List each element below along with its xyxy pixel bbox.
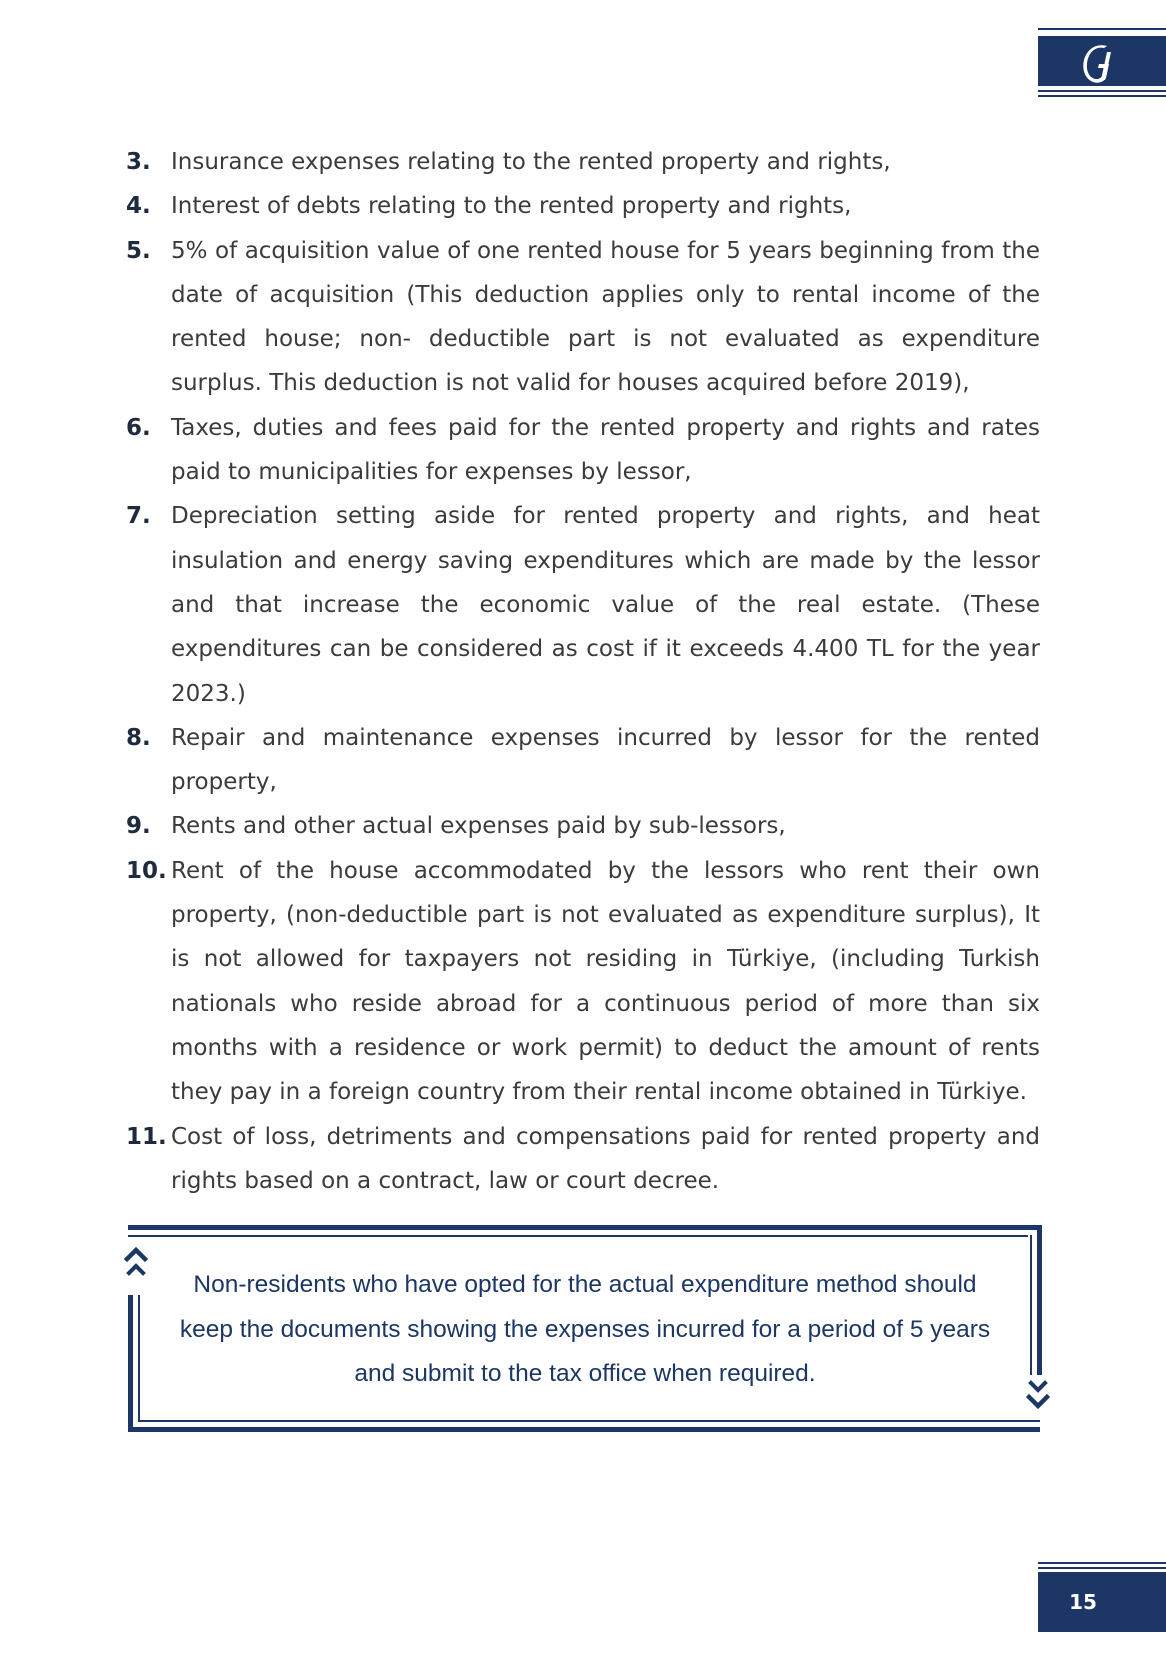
item-text: Cost of loss, detriments and compensations paid for rented property and rights based on a contract, law or court decree. — [171, 1123, 1040, 1194]
list-item — [126, 229, 1040, 406]
header-logo-block — [1038, 36, 1166, 86]
item-text: Interest of debts relating to the rented property and rights, — [171, 193, 852, 220]
item-number: 4. — [126, 193, 151, 220]
gi-logo-icon — [1082, 44, 1112, 84]
item-number: 5. — [126, 237, 151, 264]
item-number: 6. — [126, 414, 151, 441]
list-item — [126, 804, 1040, 848]
double-chevron-up-icon — [124, 1245, 148, 1281]
header-logo-tab — [1038, 28, 1166, 98]
note-border — [138, 1295, 140, 1422]
item-text: Depreciation setting aside for rented property and rights, and heat insulation and energy saving expenditures which are made by the lessor and that increase the economic value of the real estate. (These expenditures can be considered as cost if it exceeds 4.400 TL for the year 2023.) — [171, 503, 1040, 707]
expense-list — [126, 140, 1040, 1203]
list-item — [126, 716, 1040, 805]
list-item — [126, 849, 1040, 1115]
item-text: 5% of acquisition value of one rented house for 5 years beginning from the date of acquisition (This deduction applies only to rental income of the rented house; non- deductible part is not evaluated as expenditure surplus. This deduction is not valid for houses acquired before 2019), — [171, 237, 1040, 397]
list-item — [126, 184, 1040, 228]
page-number-tab — [1038, 1562, 1166, 1632]
note-box — [128, 1225, 1042, 1432]
list-item — [126, 494, 1040, 715]
note-border — [140, 1420, 1040, 1422]
note-border — [1030, 1235, 1032, 1375]
footer-rule — [1038, 1562, 1166, 1564]
header-rule — [1038, 90, 1166, 92]
item-number: 10. — [126, 857, 167, 884]
page-number: 15 — [1069, 1590, 1097, 1614]
header-rule — [1038, 95, 1166, 97]
note-text: Non-residents who have opted for the actual expenditure method should keep the documents showing the expenses incurred for a period of 5 years and submit to the tax office when required. — [179, 1271, 991, 1387]
note-border — [128, 1427, 1040, 1432]
list-item — [126, 140, 1040, 184]
list-item — [126, 1115, 1040, 1204]
item-text: Taxes, duties and fees paid for the rented property and rights and rates paid to municipalities for expenses by lessor, — [171, 414, 1040, 486]
item-text: Repair and maintenance expenses incurred by lessor for the rented property, — [171, 724, 1040, 796]
item-number: 3. — [126, 149, 151, 175]
item-text: Insurance expenses relating to the rented property and rights, — [171, 149, 891, 175]
note-border — [128, 1295, 133, 1432]
list-item — [126, 406, 1040, 495]
item-number: 11. — [126, 1123, 167, 1150]
item-number: 9. — [126, 813, 151, 840]
item-text: Rents and other actual expenses paid by sub-lessors, — [171, 813, 786, 840]
note-border — [1037, 1225, 1042, 1375]
note-border — [128, 1225, 1040, 1230]
header-rule — [1038, 28, 1166, 30]
item-number: 7. — [126, 503, 151, 530]
note-border — [128, 1235, 1028, 1237]
footer-rule — [1038, 1567, 1166, 1569]
item-number: 8. — [126, 724, 151, 751]
double-chevron-down-icon — [1026, 1377, 1050, 1413]
item-text: Rent of the house accommodated by the lessors who rent their own property, (non-deductible part is not evaluated as expenditure surplus), It is not allowed for taxpayers not residing in Türkiye, (including Turkish nationals who reside abroad for a continuous period of more than six months with a residence or work permit) to deduct the amount of rents they pay in a foreign country from their rental income obtained in Türkiye. — [171, 857, 1040, 1106]
